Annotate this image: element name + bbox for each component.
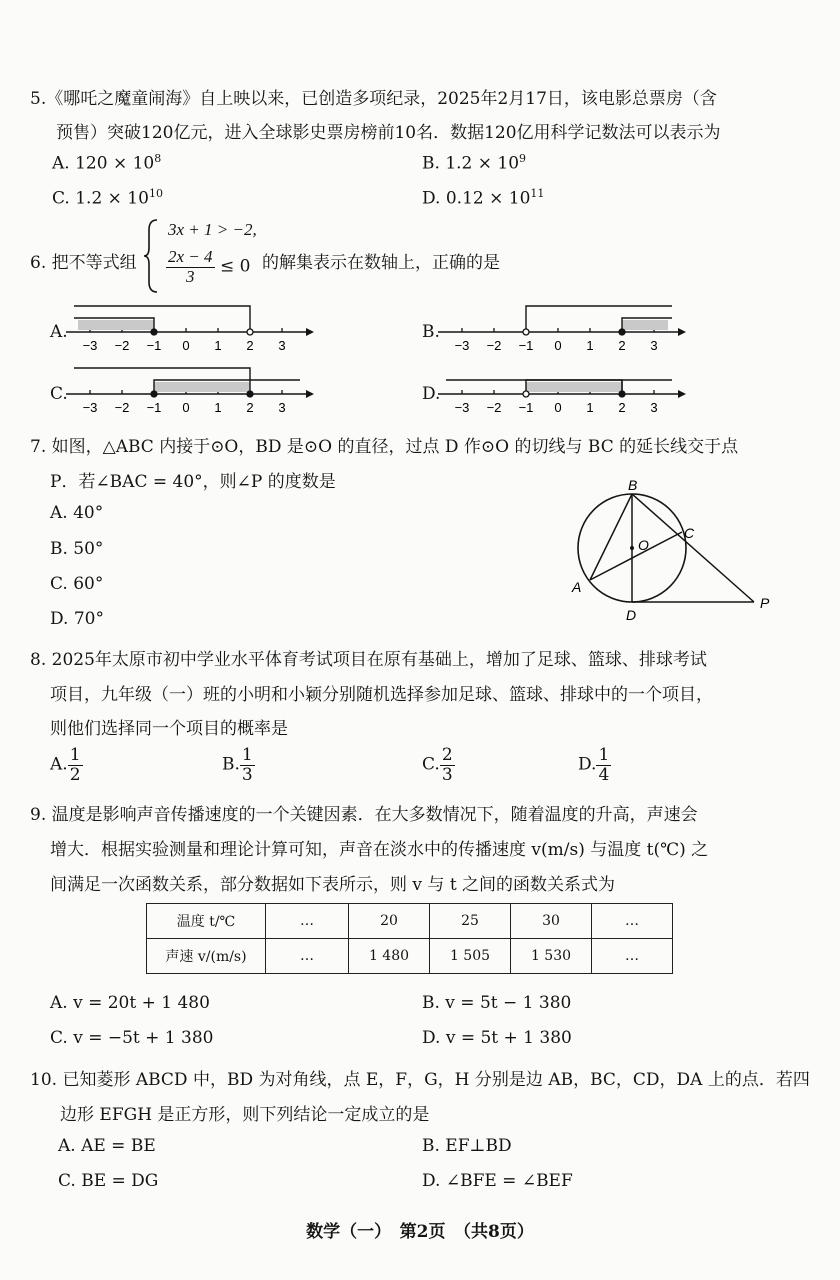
q6-option-a-label: A. bbox=[50, 322, 68, 342]
tick-label: −2 bbox=[486, 338, 502, 353]
q6-option-c-label: C. bbox=[50, 384, 68, 404]
q9-option-b: B. v = 5t − 1 380 bbox=[422, 993, 572, 1013]
q6-stem-prefix: 6. 把不等式组 bbox=[30, 253, 137, 273]
q8-stem-line3: 则他们选择同一个项目的概率是 bbox=[50, 719, 288, 739]
tick-label: 2 bbox=[618, 338, 626, 353]
q6-number-line-c bbox=[60, 362, 320, 424]
tick-label: 1 bbox=[214, 400, 222, 415]
tick-label: −2 bbox=[486, 400, 502, 415]
label-o: O bbox=[638, 537, 649, 553]
solution-shading bbox=[526, 382, 622, 392]
tick-label: 2 bbox=[618, 400, 626, 415]
table-cell: … bbox=[266, 939, 349, 974]
solid-point bbox=[619, 391, 625, 397]
solid-point bbox=[151, 391, 157, 397]
tick-label: 1 bbox=[586, 338, 594, 353]
tick-label: 2 bbox=[246, 338, 254, 353]
tick-label: 1 bbox=[586, 400, 594, 415]
q7-option-c: C. 60° bbox=[50, 574, 104, 594]
segment-ac bbox=[590, 532, 682, 580]
table-row bbox=[147, 939, 673, 974]
tick-label: 3 bbox=[650, 338, 658, 353]
tick-label: −1 bbox=[518, 338, 534, 353]
tick-label: −3 bbox=[82, 400, 98, 415]
page-footer: 数学（一） 第2页 （共8页） bbox=[306, 1222, 534, 1242]
table-cell: 1 480 bbox=[349, 939, 430, 974]
q7-option-d: D. 70° bbox=[50, 609, 104, 629]
tick-label: 3 bbox=[650, 400, 658, 415]
q6-number-line-b bbox=[432, 300, 692, 362]
table-cell: 20 bbox=[349, 904, 430, 939]
label-c: C bbox=[684, 525, 695, 541]
q9-option-a: A. v = 20t + 1 480 bbox=[50, 993, 210, 1013]
table-cell: 30 bbox=[511, 904, 592, 939]
q8-stem-line2: 项目，九年级（一）班的小明和小颖分别随机选择参加足球、篮球、排球中的一个项目， bbox=[50, 685, 713, 705]
label-b: B bbox=[628, 477, 638, 493]
q10-option-b: B. EF⊥BD bbox=[422, 1136, 512, 1156]
q6-number-line-a bbox=[60, 300, 320, 362]
q9-stem-line2: 增大．根据实验测量和理论计算可知，声音在淡水中的传播速度 v(m/s) 与温度 t(℃) 之 bbox=[50, 840, 709, 860]
q6-number-line-d bbox=[432, 362, 692, 424]
hollow-point bbox=[523, 329, 529, 335]
q6-option-d-label: D. bbox=[422, 384, 441, 404]
tick-label: 2 bbox=[246, 400, 254, 415]
tick-label: −3 bbox=[82, 338, 98, 353]
q5-option-a: A. $120 \times 10^8$ bbox=[52, 152, 162, 174]
solution-shading bbox=[78, 320, 154, 330]
tick-label: 0 bbox=[554, 400, 562, 415]
solution-shading bbox=[154, 382, 250, 392]
table-cell: 温度 t/℃ bbox=[147, 904, 266, 939]
q10-option-c: C. BE = DG bbox=[58, 1171, 159, 1191]
q10-option-d: D. ∠BFE = ∠BEF bbox=[422, 1171, 573, 1191]
table-cell: … bbox=[266, 904, 349, 939]
q7-option-b: B. 50° bbox=[50, 539, 104, 559]
tick-label: −2 bbox=[114, 400, 130, 415]
q10-stem-line2: 边形 EFGH 是正方形，则下列结论一定成立的是 bbox=[60, 1105, 430, 1125]
label-p: P bbox=[760, 595, 770, 611]
q5-option-d: D. $0.12 \times 10^{11}$ bbox=[422, 187, 545, 209]
q6-inequality-2: $\frac{2x - 4}{3}$ ≤ 0 bbox=[168, 247, 251, 286]
q8-option-a: A. $\frac{1}{2}$ bbox=[50, 745, 81, 785]
axis-arrow bbox=[678, 328, 686, 336]
center-dot bbox=[630, 546, 634, 550]
q9-option-d: D. v = 5t + 1 380 bbox=[422, 1028, 572, 1048]
q7-geometry-figure bbox=[560, 470, 790, 632]
solid-point bbox=[619, 329, 625, 335]
q8-stem-line1: 8. 2025年太原市初中学业水平体育考试项目在原有基础上，增加了足球、篮球、排球考试 bbox=[30, 650, 707, 670]
q6-brace bbox=[143, 218, 163, 294]
table-cell: 25 bbox=[430, 904, 511, 939]
q8-option-c: C. $\frac{2}{3}$ bbox=[422, 745, 453, 785]
tick-label: −1 bbox=[518, 400, 534, 415]
q5-stem-line2: 预售）突破120亿元，进入全球影史票房榜前10名．数据120亿用科学记数法可以表示为 bbox=[56, 123, 721, 143]
hollow-point bbox=[523, 391, 529, 397]
solid-point bbox=[151, 329, 157, 335]
axis-arrow bbox=[306, 390, 314, 398]
axis-arrow bbox=[678, 390, 686, 398]
q6-option-b-label: B. bbox=[422, 322, 440, 342]
tick-label: 0 bbox=[182, 338, 190, 353]
tick-label: −2 bbox=[114, 338, 130, 353]
q7-stem-line1: 7. 如图，△ABC 内接于⊙O，BD 是⊙O 的直径，过点 D 作⊙O 的切线与 BC 的延长线交于点 bbox=[30, 437, 739, 457]
q9-data-table bbox=[146, 903, 673, 974]
table-row bbox=[147, 904, 673, 939]
table-cell: 声速 v/(m/s) bbox=[147, 939, 266, 974]
tick-label: 3 bbox=[278, 400, 286, 415]
tick-label: −3 bbox=[454, 338, 470, 353]
q5-option-b: B. $1.2 \times 10^9$ bbox=[422, 152, 527, 174]
solid-point bbox=[247, 391, 253, 397]
axis-arrow bbox=[306, 328, 314, 336]
table-cell: 1 530 bbox=[511, 939, 592, 974]
tick-label: 0 bbox=[182, 400, 190, 415]
q6-inequality-1: 3x + 1 > −2, bbox=[168, 220, 257, 239]
table-cell: 1 505 bbox=[430, 939, 511, 974]
tick-label: −3 bbox=[454, 400, 470, 415]
tick-label: −1 bbox=[146, 400, 162, 415]
label-d: D bbox=[626, 607, 637, 623]
q5-option-c: C. $1.2 \times 10^{10}$ bbox=[52, 187, 163, 209]
q6-stem-suffix: 的解集表示在数轴上，正确的是 bbox=[262, 253, 500, 273]
tick-label: 0 bbox=[554, 338, 562, 353]
q7-stem-line2: P．若∠BAC = 40°，则∠P 的度数是 bbox=[50, 472, 336, 492]
table-cell: … bbox=[592, 904, 673, 939]
q9-stem-line1: 9. 温度是影响声音传播速度的一个关键因素．在大多数情况下，随着温度的升高，声速会 bbox=[30, 805, 698, 825]
q7-option-a: A. 40° bbox=[50, 503, 104, 523]
tick-label: 3 bbox=[278, 338, 286, 353]
hollow-point bbox=[247, 329, 253, 335]
q9-stem-line3: 间满足一次函数关系，部分数据如下表所示，则 v 与 t 之间的函数关系式为 bbox=[50, 875, 616, 895]
tick-label: −1 bbox=[146, 338, 162, 353]
table-cell: … bbox=[592, 939, 673, 974]
q10-option-a: A. AE = BE bbox=[58, 1136, 156, 1156]
tick-label: 1 bbox=[214, 338, 222, 353]
q8-option-b: B. $\frac{1}{3}$ bbox=[222, 745, 253, 785]
label-a: A bbox=[572, 579, 582, 595]
solution-shading bbox=[622, 320, 668, 330]
q5-stem-line1: 5.《哪吒之魔童闹海》自上映以来，已创造多项纪录，2025年2月17日，该电影总票房（含 bbox=[30, 89, 717, 109]
q8-option-d: D. $\frac{1}{4}$ bbox=[578, 745, 610, 785]
q9-option-c: C. v = −5t + 1 380 bbox=[50, 1028, 214, 1048]
q10-stem-line1: 10. 已知菱形 ABCD 中，BD 为对角线，点 E，F，G，H 分别是边 AB，BC，CD，DA 上的点．若四 bbox=[30, 1070, 810, 1090]
